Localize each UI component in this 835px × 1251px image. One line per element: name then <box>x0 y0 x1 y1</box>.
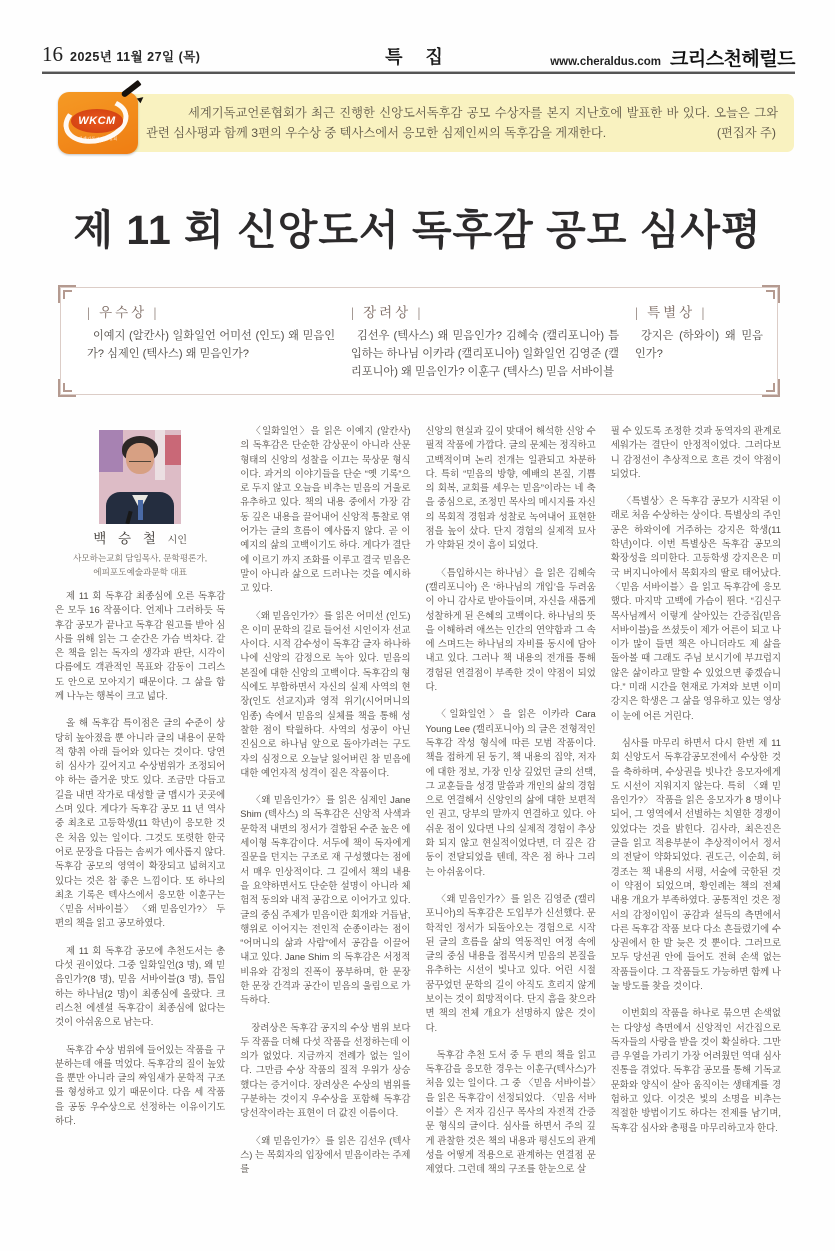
author-name-row <box>55 532 225 548</box>
award-grid <box>61 288 777 382</box>
award-label: | 장려상 | <box>351 305 424 320</box>
body-paragraph: 〈일화일언〉을 읽은 이카라 Cara Young Lee (캘리포니아) 의 글은 전형적인 독후감 작성 형식에 따른 모범 작품이다. 책을 접하게 된 동기, 책 내용의 집약, 저자에 대한 정보, 가장 인상 깊었던 글의 선택, 그 교훈들을 성경 말씀과 개인의 삶의 경험으로 연결해서 신앙인의 삶에 대한 보편적인 권고, 당부의 말까지 연결하고 있다. 아쉬운 점이 있다면 나의 실제적 경험이 추상화 되지 않고 현실적이었다면, 더 깊은 감동이 전달되었을 텐데, 작은 점 하나 그리는 아쉬움이다. <box>425 708 596 877</box>
body-paragraph: 필 수 있도록 조정한 것과 동역자의 관계로 세워가는 결단이 안정적이었다. 그러다보니 감정선이 추상적으로 흐른 것이 약점이 되었다. <box>610 425 781 479</box>
award-section-special <box>635 301 763 382</box>
body-paragraph: 독후감 추천 도서 중 두 편의 책을 읽고 독후감을 응모한 경우는 이훈구(텍사스)가 처음 있는 일이다. 그 중 〈믿음 서바이블〉을 읽은 독후감이 선정되었다. 〈믿음 서바이블〉은 저자 김신구 목사의 자전적 간증문 형식의 글이다. 심사를 하면서 주의 깊게 관찰한 것은 책의 내용과 평신도의 관계성을 어떻게 적용으로 관계하는 연결점 문제였다. 그런데 책의 구조를 한눈으로 살 <box>425 1048 596 1175</box>
body-paragraph: 독후감 수상 범위에 들어있는 작품을 구분하는데 애를 먹었다. 독후감의 질이 높았을 뿐만 아니라 글의 짜임새가 문학적 구조를 형성하고 있기 때문이다. 다음 세 작품을 공동 우수상으로 선정하는 이유이기도 하다. <box>55 1043 226 1127</box>
edition-date: 2025년 11월 27일 (목) <box>70 50 201 64</box>
body-paragraph: 제 11 회 독후감 공모에 추천도서는 총 다섯 권이었다. 그중 일화일언(3 명), 왜 믿음인가?(8 명), 믿음 서바이블(3 명), 틈입하는 하나님(2 명)이 최종심에 올랐다. 크리스천 에센셜 독후감이 최종심에 없다는 것이 아쉬움으로 남는다. <box>55 944 226 1028</box>
editor-note: (편집자 주) <box>716 126 776 140</box>
corner-ornament-icon <box>760 285 780 305</box>
notice-text: 세계기독교언론협회가 최근 진행한 신앙도서독후감 공모 수상자를 본지 지난호에 발표한 바 있다. 오늘은 그와 관련 심사평과 함께 3편의 우수상 중 텍사스에서 응모한 심제인씨의 독후감을 게재한다. <box>146 106 778 140</box>
award-section-encouragement <box>351 301 619 382</box>
author-caption-line2: 에피포도예술과문학 대표 <box>93 566 187 577</box>
author-caption-line1: 사모하는교회 담임목사, 문학평론가, <box>73 553 208 564</box>
text-column-4 <box>611 424 781 1190</box>
award-box <box>60 287 778 395</box>
logo-text: WKCM <box>78 115 116 127</box>
logo-badge <box>71 109 123 133</box>
author-name: 백 승 철 <box>93 531 160 546</box>
author-title: 시인 <box>167 535 187 546</box>
photo-bg-block <box>165 435 181 465</box>
award-winners: 강지은 (하와이) 왜 믿음인가? <box>635 330 763 360</box>
section-title: 특 집 <box>385 47 452 67</box>
page-number: 16 <box>42 42 63 66</box>
author-photo <box>99 430 181 524</box>
text-column-1 <box>55 424 225 1190</box>
body-paragraph: 〈왜 믿음인가?〉를 읽은 김영준 (캘리포니아)의 독후감은 도입부가 신선했다. 문학적인 정서가 되돌아오는 경험으로 시작된 글의 흐름을 삶의 역동적인 여정 속에 글의 중심 내용을 접목시켜 믿음의 본질을 유추하는 시선이 빛나고 있다. 어린 시절 꿈꾸었던 문학의 길이 아직도 흐리지 않게 보이는 것이 희망적이다. 단지 흠을 찾으라면 책의 전체 개요가 선명하지 않은 것이다. <box>425 892 596 1033</box>
photo-glasses <box>129 456 151 462</box>
photo-tie <box>138 500 143 520</box>
body-paragraph: 〈특별상〉은 독후감 공모가 시작된 이래로 처음 수상하는 상이다. 특별상의 주인공은 하와이에 거주하는 강지은 학생(11 학년)이다. 이번 특별상은 독후감 공모의 확장성을 의미한다. 고등학생 강지은은 미국 버지니아에서 목회자의 딸로 태어났다. 〈믿음 서바이블〉을 읽고 독후감에 응모했다. 마지막 고백에 가슴이 뛴다. “김신구 목사님께서 이렇게 살아있는 간증집(믿음 서바이블)을 쓰셨듯이 제가 어른이 되고 나이가 많이 들면 책은 아니더라도 제 삶을 돌아볼 때 그래도 주님 보시기에 부끄럽지 않은 삶이라고 말할 수 있었으면 좋겠습니다.” 미래 시간을 현재로 가져와 보면 이미 강지은 학생은 그 삶을 영유하고 있는 영상이 눈에 어른 거린다. <box>610 495 781 721</box>
body-paragraph: 〈왜 믿음인가?〉를 읽은 김선우 (텍사스) 는 목회자의 입장에서 믿음이라는 주제를 <box>240 1134 411 1175</box>
wkcm-logo <box>58 92 138 154</box>
text-column-3 <box>426 424 596 1190</box>
corner-ornament-icon <box>760 377 780 397</box>
body-paragraph: 제 11 회 독후감 최종심에 오른 독후감은 모두 16 작품이다. 언제나 그러하듯 독후감 공모가 끝나고 독후감 원고를 받아 심사를 위해 읽는 그 순간은 가슴 벅차다. 같은 책을 읽는 독자의 생각과 판단, 시각이 다름에도 객관적인 목표와 감동이 그리스도 안으로 모아지기 때문이다. 그 삶을 함께 나누는 행복이 크고 넓다. <box>55 589 226 701</box>
award-winners: 김선우 (텍사스) 왜 믿음인가? 김혜숙 (캘리포니아) 틈입하는 하나님 이카라 (캘리포니아) 일화일언 김영준 (캘리포니아) 왜 믿음인가? 이훈구 (텍사스) 믿음 서바이블 <box>351 330 619 378</box>
masthead-logo: 크리스천헤럴드 <box>670 49 795 70</box>
header-right <box>550 44 795 71</box>
body-paragraph: 심사를 마무리 하면서 다시 한번 제 11 회 신앙도서 독후감공모전에서 수상한 것을 축하하며, 수상권을 빗나간 응모자에게도 시선이 지워지지 않는다. 특히 〈왜 믿음인가?〉 작품을 읽은 응모자가 8 명이나 되어, 그 영역에서 선별하는 치열한 경쟁이 있었다는 것을 밝힌다. 김사라, 최은진은 글을 읽고 적용부분이 추상적이어서 정서의 전달이 약화되었다. 권도근, 이순희, 허경조는 책 내용의 서평, 서술에 국한된 것이 약점이 되었으며, 황인례는 책의 전체 내용 개요가 부족하였다. 공통적인 것은 정서의 감정이입이 공감과 설득의 측면에서 다른 독후감 작품 보다 다소 흔들렸기에 수상권에서 한 발 늦은 것 뿐이다. 그러므로 모두 당선권 안에 들어도 전혀 손색 없는 작품들이다. 그 작품들도 가능하면 함께 나눌 방도를 찾을 것이다. <box>610 736 781 991</box>
logo-subtext: 세계기독교언론협회 <box>78 136 118 141</box>
body-paragraph: 신앙의 현실과 깊이 맞대어 해석한 신앙 수필적 작품에 가깝다. 글의 문체는 정직하고 고백적이며 논리 전개는 일관되고 차분하다. 특히 “믿음의 방향, 예배의 본질, 기쁨의 회복, 교회를 세우는 믿음”이라는 네 축을 중심으로, 조정민 목사의 메시지를 자신의 목회적 경험과 성찰로 녹여내어 표현한 점을 높이 샀다. 단지 경험의 실제적 묘사가 약화된 것이 흠이 되었다. <box>425 425 596 551</box>
page-header <box>42 42 795 72</box>
website-url: www.cheraldus.com <box>550 56 662 68</box>
award-label: | 우수상 | <box>87 305 160 320</box>
body-paragraph: 〈왜 믿음인가?〉를 읽은 어미선 (인도) 은 이미 문학의 길로 들어선 시인이자 선교사이다. 시적 감수성이 독후감 글자 하나하나에 신앙의 감정으로 녹아 있다. 믿음의 본질에 대한 신앙의 고백이다. 독후감의 형식에도 부합하면서 자신의 실제 사역의 현장(인도 선교지)과 영적 위기(시어머니의 임종) 속에서 믿음의 실체를 책을 통해 성찰한 점이 탁월하다. 사역의 성공이 아닌 진심으로 하나님 앞으로 돌아가려는 구도자의 심정으로 오늘날 잃어버린 참 믿음에 대한 예언자적 성격이 짙은 작품이다. <box>240 609 411 778</box>
text-column-2 <box>240 424 410 1190</box>
award-winners: 이예지 (알칸사) 일화일언 어미선 (인도) 왜 믿음인가? 심제인 (텍사스) 왜 믿음인가? <box>87 330 335 360</box>
award-label: | 특별상 | <box>635 305 708 320</box>
body-paragraph: 〈일화일언〉을 읽은 이예지 (알칸사) 의 독후감은 단순한 감상문이 아니라 산문형태의 신앙의 성찰을 이끄는 묵상문 형식이다. 과거의 이야기들을 단순 “옛 기록”으로 두지 않고 오늘을 비추는 믿음의 거울로 유추하고 있다. 책의 내용 중에서 가장 감동 깊은 내용을 끌어내어 신앙적 통찰로 엮어가는 글의 흐름이 예사롭지 않다. 곧 이예지의 삶의 고백이기도 하다. 게다가 결단에 이르기 까지 조화를 이루고 결국 믿음은 말이 아니라 삶으로 드러나는 것을 예시하고 있다. <box>240 425 411 594</box>
body-paragraph: 올 해 독후감 특이점은 글의 수준이 상당히 높아졌을 뿐 아니라 글의 내용이 문학적 향취 아래 들어와 있다는 것이다. 당연히 심사가 깊어지고 수상범위가 조정되어야 하는 즐거운 맛도 있다. 조금만 다듬고 길을 내면 작가로 대성할 글 맵시가 곳곳에 스며 있다. 게다가 독후감 공모 11 년 역사 중 최초로 고등학생(11 학년)이 응모한 것은 처음 있는 일이다. 그것도 또렷한 한국어로 문장을 다듬는 솜씨가 예사롭지 않다. 독후감 공모의 영역이 확장되고 넓혀지고 있다는 것은 참 좋은 느낌이다. 또 하나의 최초 기록은 텍사스에서 응모한 이훈구는 〈믿음 서바이블〉 〈왜 믿음인가?〉 두 편의 책을 읽고 공모하였다. <box>55 717 226 929</box>
body-paragraph: 이번회의 작품을 하나로 묶으면 손색없는 다양성 측면에서 신앙적인 서간집으로 독자들의 사랑을 받을 것이 확실하다. 그만큼 우열을 가리기 가장 어려웠던 역대 심사 진통을 겪었다. 독후감 공모를 통해 기독교 문화와 양식이 살아 움직이는 생태계를 경험하고 있다. 이것은 빛의 소명을 비추는 적절한 방법이기도 하다는 전제를 남기며, 독후감 심사와 총평을 마무리하고자 한다. <box>610 1007 781 1133</box>
body-paragraph: 장려상은 독후감 공지의 수상 범위 보다 두 작품을 더해 다섯 작품을 선정하는데 이의가 없었다. 지금까지 전례가 없는 일이다. 그만큼 수상 작품의 질적 우위가 상승했다는 증거이다. 장려상은 수상의 범위를 구분하는 것이지 우수상을 포함해 독후감 당선작이라는 표현이 더 값진 이름이다. <box>240 1021 411 1119</box>
photo-bg-block <box>99 430 123 472</box>
award-section-excellence <box>87 301 335 382</box>
author-figure <box>55 430 225 579</box>
article-body <box>55 424 781 1190</box>
editor-notice <box>76 94 794 152</box>
body-paragraph: 〈왜 믿음인가?〉를 읽은 심제인 Jane Shim (텍사스) 의 독후감은 신앙적 사색과 문학적 내면의 정서가 결합된 수준 높은 에세이형 독후감이다. 서두에 책이 독자에게 질문을 던지는 구조로 재 구성했다는 점에서 매우 인상적이다. 그 길에서 책의 내용을 요약하면서도 단순한 설명이 아니라 체험적 동의와 내적 공감으로 이어가고 있다. 글의 중심 주제가 믿음이란 회개와 거듭남, 행위로 이어지는 전인적 순종이라는 점이 “어머니의 삶과 사람”에서 공감을 이끌어내고 있다. Jane Shim 의 독후감은 서정적 비유와 감정의 진폭이 풍부하며, 한 문장 한 문장 간격과 공간이 믿음의 울림으로 가득하다. <box>240 794 411 1006</box>
header-left <box>42 42 200 67</box>
corner-ornament-icon <box>58 377 78 397</box>
header-divider <box>42 71 795 74</box>
corner-ornament-icon <box>58 285 78 305</box>
body-paragraph: 〈틈입하시는 하나님〉을 읽은 김혜숙 (캘리포니아) 은 ‘하나님의 개입’을 두려움이 아니 감사로 받아들이며, 자신을 새롭게 성찰하게 된 은혜의 고백이다. 하나님의 뜻을 이해하려 애쓰는 인간의 연약함과 그 속에 스며드는 하나님의 자비를 동시에 담아내고 있다. 그러나 책 내용의 전개를 통해 경험된 연결점이 부족한 것이 약점이 되었다. <box>425 566 596 693</box>
page-title: 제 11 회 신앙도서 독후감 공모 심사평 <box>73 207 762 253</box>
